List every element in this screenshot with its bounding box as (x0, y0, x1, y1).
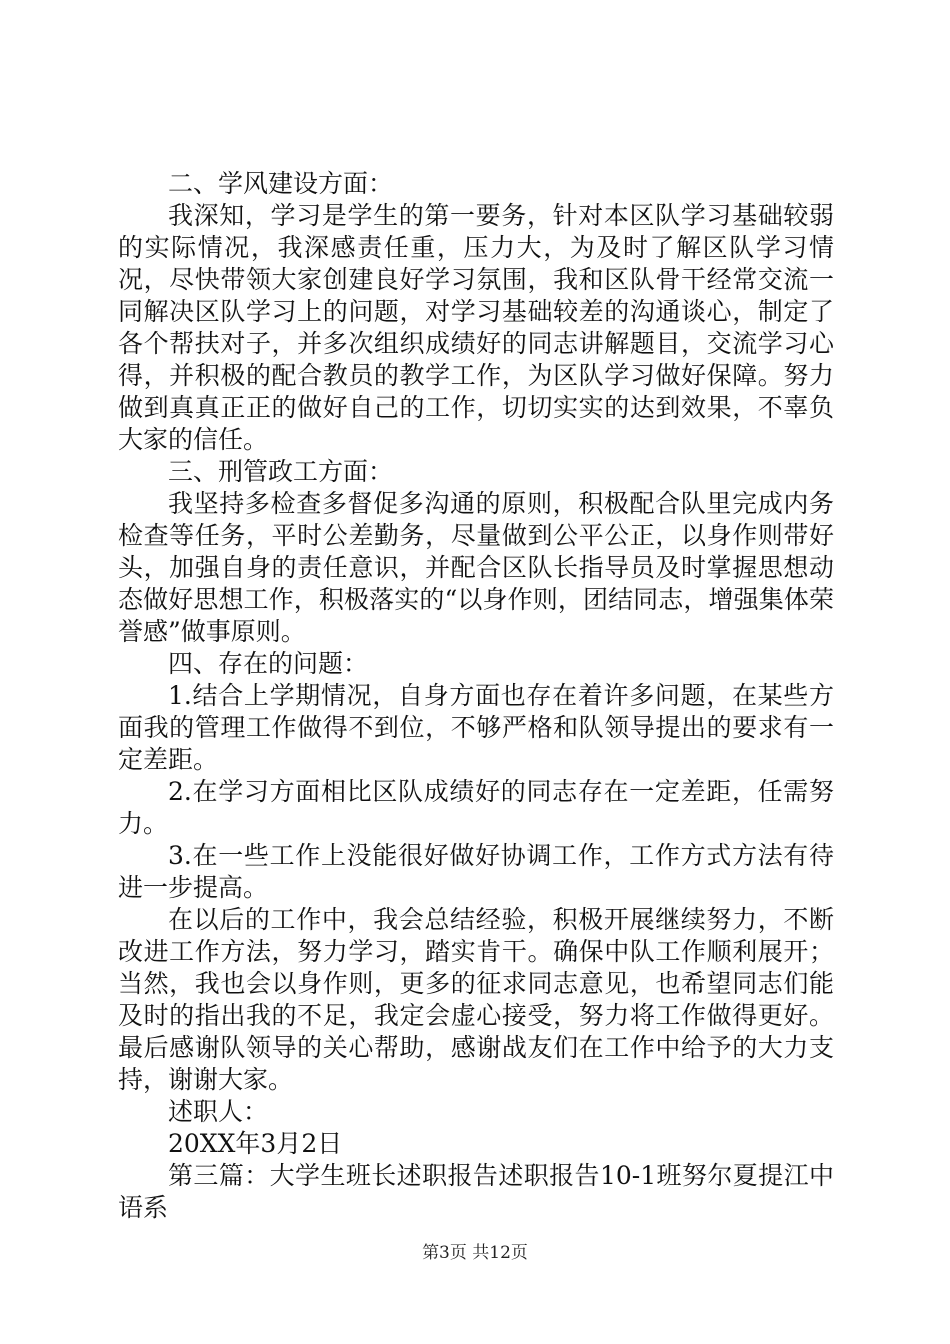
section-heading-study: 二、学风建设方面： (168, 169, 394, 198)
paragraph-management: 我坚持多检查多督促多沟通的原则，积极配合队里完成内务检查等任务，平时公差勤务，尽量做到公平公正，以身作则带好头，加强自身的责任意识，并配合区队长指导员及时掌握思想动态做好思想工作，积极落实的“以身作则，团结同志，增强集体荣誉感”做事原则。 (118, 489, 834, 646)
next-article-title: 第三篇：大学生班长述职报告述职报告10-1班努尔夏提江中语系 (118, 1161, 834, 1222)
report-date: 20XX年3月2日 (168, 1129, 343, 1158)
document-body (118, 168, 834, 1224)
problem-item-2: 2.在学习方面相比区队成绩好的同志存在一定差距，任需努力。 (118, 777, 834, 838)
paragraph-conclusion: 在以后的工作中，我会总结经验，积极开展继续努力，不断改进工作方法，努力学习，踏实肯干。确保中队工作顺利展开；当然，我也会以身作则，更多的征求同志意见，也希望同志们能及时的指出我的不足，我定会虚心接受，努力将工作做得更好。最后感谢队领导的关心帮助，感谢战友们在工作中给予的大力支持，谢谢大家。 (118, 905, 834, 1094)
page-number-footer: 第3页 共12页 (422, 1243, 528, 1263)
paragraph-study: 我深知，学习是学生的第一要务，针对本区队学习基础较弱的实际情况，我深感责任重，压力大，为及时了解区队学习情况，尽快带领大家创建良好学习氛围，我和区队骨干经常交流一同解决区队学习上的问题，对学习基础较差的沟通谈心，制定了各个帮扶对子，并多次组织成绩好的同志讲解题目，交流学习心得，并积极的配合教员的教学工作，为区队学习做好保障。努力做到真真正正的做好自己的工作，切切实实的达到效果，不辜负大家的信任。 (118, 201, 834, 454)
reporter-label: 述职人： (168, 1097, 269, 1126)
problem-item-3: 3.在一些工作上没能很好做好协调工作，工作方式方法有待进一步提高。 (118, 841, 834, 902)
section-heading-management: 三、刑管政工方面： (168, 457, 394, 486)
problem-item-1: 1.结合上学期情况，自身方面也存在着许多问题，在某些方面我的管理工作做得不到位，不够严格和队领导提出的要求有一定差距。 (118, 681, 834, 774)
section-heading-problems: 四、存在的问题： (168, 649, 369, 678)
